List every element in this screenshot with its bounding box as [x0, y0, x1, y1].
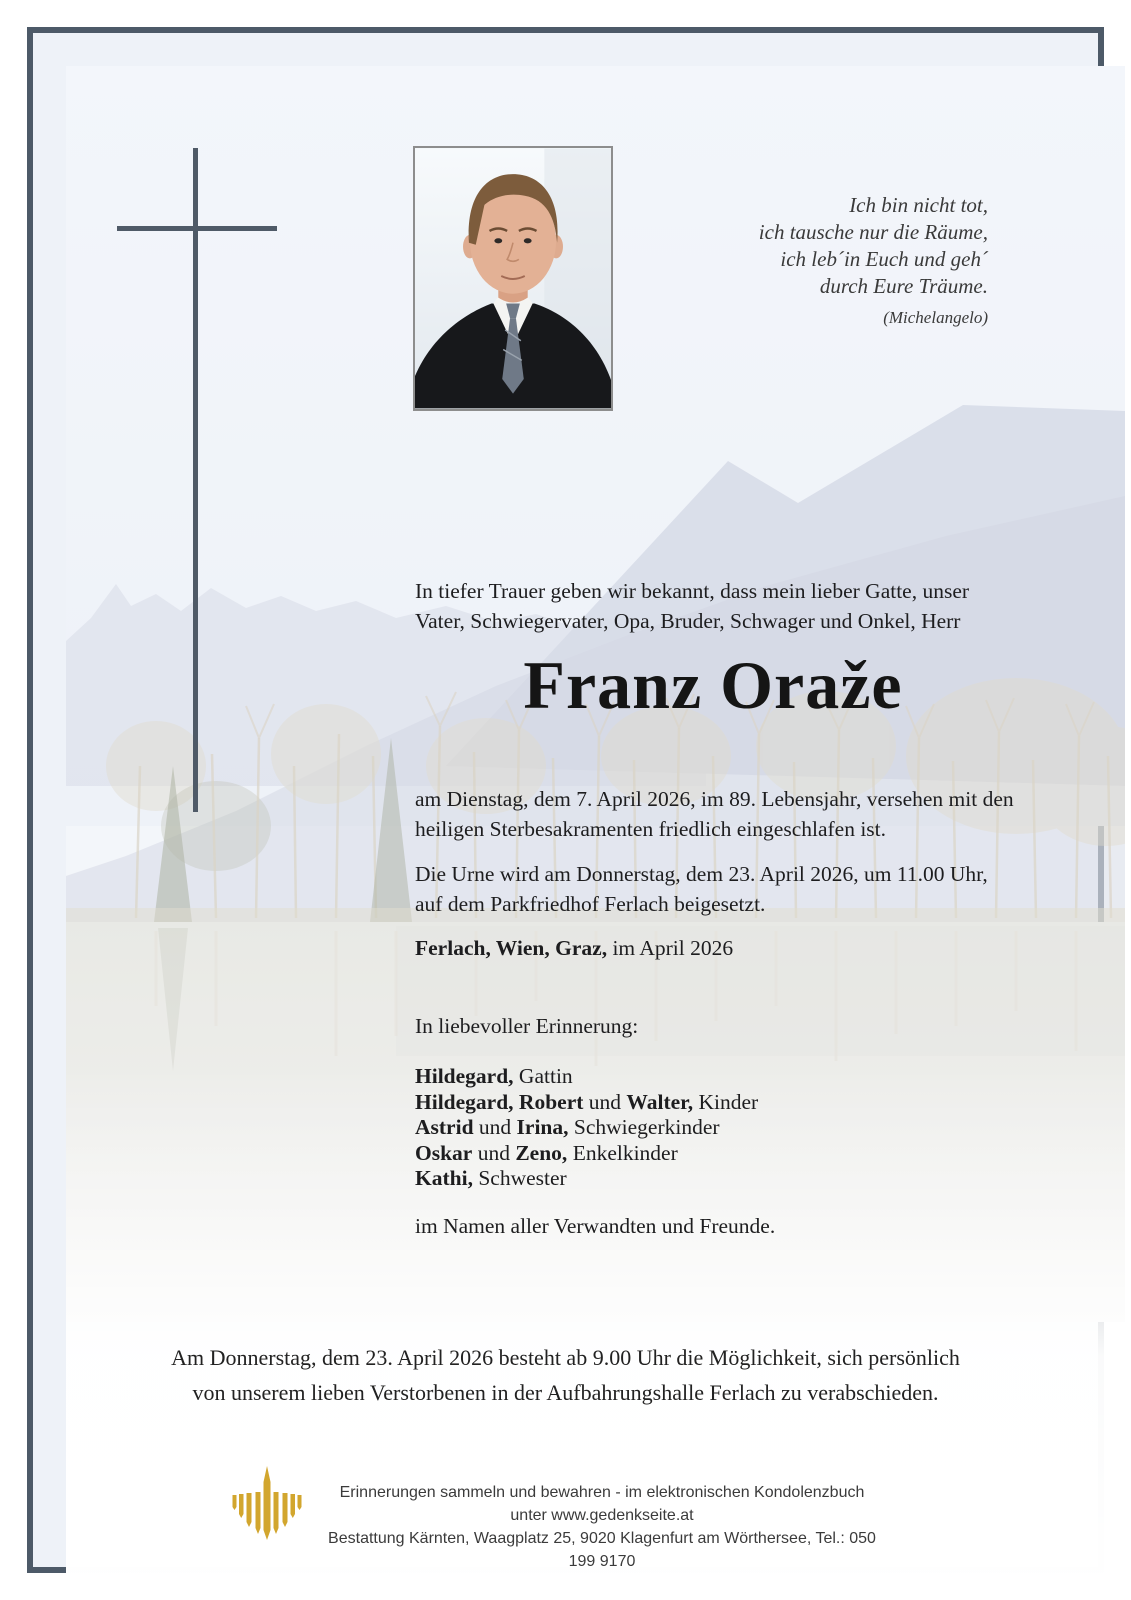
death-notice: am Dienstag, dem 7. April 2026, im 89. Lebensjahr, versehen mit den heiligen Sterbesakramenten friedlich eingeschlafen ist.: [415, 787, 1014, 841]
text-line: von unserem lieben Verstorbenen in der Aufbahrungshalle Ferlach zu verabschieden.: [192, 1380, 939, 1405]
places-date: im April 2026: [607, 936, 734, 960]
footer-text: [320, 1481, 884, 1573]
gold-rays-emblem-icon: [232, 1466, 302, 1544]
bestattung-logo-icon: [232, 1466, 302, 1544]
text-line: ich tausche nur die Räume,: [758, 220, 988, 244]
closing-places: [415, 936, 1015, 961]
text-line: Ich bin nicht tot,: [849, 193, 988, 217]
family-line: Oskar und Zeno, Enkelkinder: [415, 1140, 678, 1165]
quote-attribution: (Michelangelo): [883, 308, 988, 327]
farewell-notice: [0, 1340, 1131, 1410]
memorial-quote: [759, 192, 988, 300]
text-line: ich leb´in Euch und geh´: [780, 247, 988, 271]
family-closing: im Namen aller Verwandten und Freunde.: [415, 1214, 776, 1238]
portrait-photo: [413, 146, 613, 411]
family-line: Kathi, Schwester: [415, 1166, 567, 1190]
places-bold: Ferlach, Wien, Graz,: [415, 936, 608, 960]
text-line: Am Donnerstag, dem 23. April 2026 besteht ab 9.00 Uhr die Möglichkeit, sich persönlich: [171, 1345, 960, 1370]
footer-line-kondolenzbuch: Erinnerungen sammeln und bewahren - im elektronischen Kondolenzbuch unter www.gedenkseite.at: [339, 1484, 865, 1524]
family-line: Hildegard, Gattin: [415, 1064, 573, 1088]
family-line: Hildegard, Robert und Walter, Kinder: [415, 1089, 759, 1114]
deceased-name: Franz Oraže: [523, 647, 903, 723]
portrait-illustration: [415, 148, 611, 409]
text-line: durch Eure Träume.: [819, 274, 988, 298]
cross-vertical-bar: [193, 148, 198, 812]
burial-notice: Die Urne wird am Donnerstag, dem 23. April 2026, um 11.00 Uhr, auf dem Parkfriedhof Ferlach beigesetzt.: [415, 862, 988, 916]
cross-horizontal-bar: [117, 226, 277, 231]
family-list: [415, 1064, 1015, 1192]
footer-line-bestattung: Bestattung Kärnten, Waagplatz 25, 9020 Klagenfurt am Wörthersee, Tel.: 050 199 9170: [328, 1530, 876, 1570]
remembrance-heading: In liebevoller Erinnerung:: [415, 1014, 639, 1038]
family-line: Astrid und Irina, Schwiegerkinder: [415, 1115, 720, 1139]
announcement-intro: In tiefer Trauer geben wir bekannt, dass mein lieber Gatte, unser Vater, Schwiegervater, Opa, Bruder, Schwager und Onkel, Herr: [415, 579, 970, 633]
